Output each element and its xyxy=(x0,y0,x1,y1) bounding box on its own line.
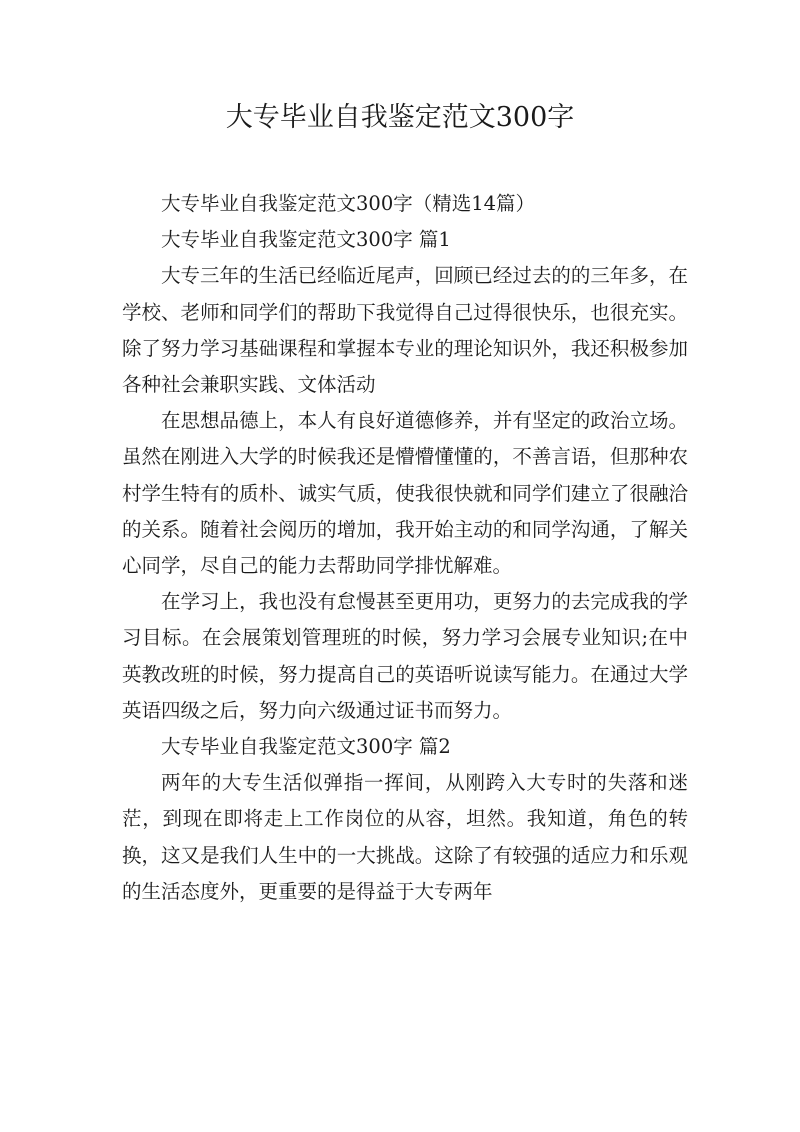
section-heading-1: 大专毕业自我鉴定范文300字 篇1 xyxy=(161,228,451,252)
subtitle-line: 大专毕业自我鉴定范文300字（精选14篇） xyxy=(161,192,536,215)
document-body xyxy=(122,186,688,910)
document-title: 大专毕业自我鉴定范文300字 xyxy=(225,102,575,133)
paragraph: 在学习上，我也没有怠慢甚至更用功，更努力的去完成我的学习目标。在会展策划管理班的时候，努力学习会展专业知识;在中英教改班的时候，努力提高自己的英语听说读写能力。在通过大学英语四级之后，努力向六级通过证书而努力。 xyxy=(122,590,688,722)
section-heading-2: 大专毕业自我鉴定范文300字 篇2 xyxy=(161,735,451,759)
paragraph: 大专三年的生活已经临近尾声，回顾已经过去的的三年多，在学校、老师和同学们的帮助下我觉得自己过得很快乐，也很充实。除了努力学习基础课程和掌握本专业的理论知识外，我还积极参加各种社会兼职实践、文体活动 xyxy=(122,264,688,397)
paragraph: 两年的大专生活似弹指一挥间，从刚跨入大专时的失落和迷茫，到现在即将走上工作岗位的从容，坦然。我知道，角色的转换，这又是我们人生中的一大挑战。这除了有较强的适应力和乐观的生活态度外，更重要的是得益于大专两年 xyxy=(122,771,688,903)
paragraph: 在思想品德上，本人有良好道德修养，并有坚定的政治立场。虽然在刚进入大学的时候我还是懵懵懂懂的，不善言语，但那种农村学生特有的质朴、诚实气质，使我很快就和同学们建立了很融洽的关系。随着社会阅历的增加，我开始主动的和同学沟通，了解关心同学，尽自己的能力去帮助同学排忧解难。 xyxy=(122,409,688,578)
